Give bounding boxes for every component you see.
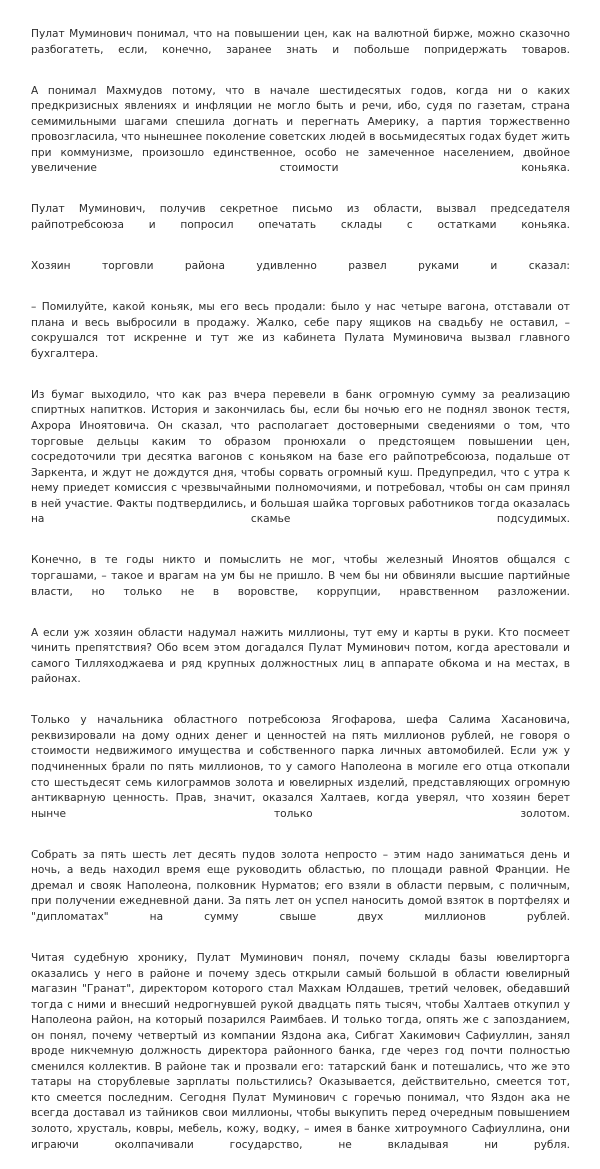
paragraph: Конечно, в те годы никто и помыслить не мог, чтобы железный Иноятов общался с торгашами, – такое и врагам на ум бы не пришло. В чем бы ни обвиняли высшие партийные власти, но только не в воровстве, коррупции, нравственном разложении. <box>31 554 570 598</box>
paragraph: Пулат Муминович, получив секретное письмо из области, вызвал председателя райпотребсоюза и попросил опечатать склады с остатками коньяка. <box>31 203 570 232</box>
paragraph: Собрать за пять шесть лет десять пудов золота непросто – этим надо заниматься день и ночь, а ведь находил время еще руководить областью, по площади равной Франции. Не дремал и свояк Наполеона, полковник Нурматов; его взяли в области первым, с поличным, при получении ежедневной дани. За пять лет он успел наносить домой взяток в портфелях и "дипломатах" на сумму свыше двух миллионов рублей. <box>31 848 570 923</box>
paragraph: А понимал Махмудов потому, что в начале шестидесятых годов, когда ни о каких предкризисных явлениях и инфляции не могло быть и речи, ибо, судя по газетам, страна семимильными шагами спешила догнать и перегнать Америку, а партия торжественно провозгласила, что нынешнее поколение советских людей в восьмидесятых годах будет жить при коммунизме, произошло единственное, особо не замеченное населением, двойное увеличение стоимости коньяка. <box>31 84 570 175</box>
paragraph: Пулат Муминович понимал, что на повышении цен, как на валютной бирже, можно сказочно разбогатеть, если, конечно, заранее знать и побольше попридержать товаров. <box>31 28 570 56</box>
paragraph: – Помилуйте, какой коньяк, мы его весь продали: было у нас четыре вагона, отставали от плана и весь выбросили в продажу. Жалко, себе пару ящиков на свадьбу не оставил, – сокрушался тот искренне и тут же из кабинета Пулата Муминовича вызвал главного бухгалтера. <box>31 301 570 360</box>
paragraph: Из бумаг выходило, что как раз вчера перевели в банк огромную сумму за реализацию спиртных напитков. История и закончилась бы, если бы ночью его не поднял звонок тестя, Ахрора Иноятовича. Он сказал, что располагает достоверными сведениями о том, что торговые дельцы каким то образом пронюхали о предстоящем повышении цен, сосредоточили три десятка вагонов с коньяком на базе его райпотребсоюза, подальше от Заркента, и ждут не дождутся дня, чтобы сорвать огромный куш. Предупредил, что с утра к нему приедет комиссия с чрезвычайными полномочиями, и потребовал, чтобы он сам принял в ней участие. Факты подтвердились, и большая шайка торговых работников тогда оказалась на скамье подсудимых. <box>31 388 570 526</box>
paragraph: А если уж хозяин области надумал нажить миллионы, тут ему и карты в руки. Кто посмеет чинить препятствия? Обо всем этом догадался Пулат Муминович потом, когда арестовали и самого Тилляходжаева и ряд крупных должностных лиц в аппарате обкома и на местах, в районах. <box>31 626 570 686</box>
document-body <box>31 27 570 1169</box>
paragraph: Хозяин торговли района удивленно развел руками и сказал: <box>31 260 570 273</box>
paragraph: Только у начальника областного потребсоюза Ягофарова, шефа Салима Хасановича, реквизировали на дому одних денег и ценностей на пять миллионов рублей, не говоря о стоимости недвижимого имущества и собственного парка личных автомобилей. Если уж у подчиненных брали по пять миллионов, то у самого Наполеона в могиле его отца откопали сто шестьдесят семь килограммов золота и ювелирных изделий, представляющих огромную антикварную ценность. Прав, значит, оказался Халтаев, когда уверял, что хозяин берет нынче только золотом. <box>31 714 570 820</box>
paragraph: Читая судебную хронику, Пулат Муминович понял, почему склады базы ювелирторга оказались у него в районе и почему здесь открыли самый большой в области ювелирный магазин "Гранат", директором которого стал Махкам Юлдашев, третий человек, обедавший тогда с ними и внесший недрогнувшей рукой двадцать пять тысяч, чтобы Халтаев откупил у Наполеона район, на который позарился Раимбаев. И только тогда, опять же с запозданием, он понял, почему четвертый из компании Яздона ака, Сибгат Хакимович Сафиуллин, занял вроде никчемную должность директора районного банка, где через год почти полностью сменился коллектив. В районе так и прозвали его: татарский банк и потешались, что же это татары на сторублевые зарплаты польстились? Оказывается, действительно, смеется тот, кто смеется последним. Сегодня Пулат Муминович с горечью понимал, что Яздон ака не всегда доставал из тайников свои миллионы, чтобы выкупить перед очередным повышением золото, хрусталь, ковры, мебель, кожу, водку, – имея в банке хитроумного Сафиуллина, они играючи околпачивали государство, не вкладывая ни рубля. <box>31 951 570 1151</box>
